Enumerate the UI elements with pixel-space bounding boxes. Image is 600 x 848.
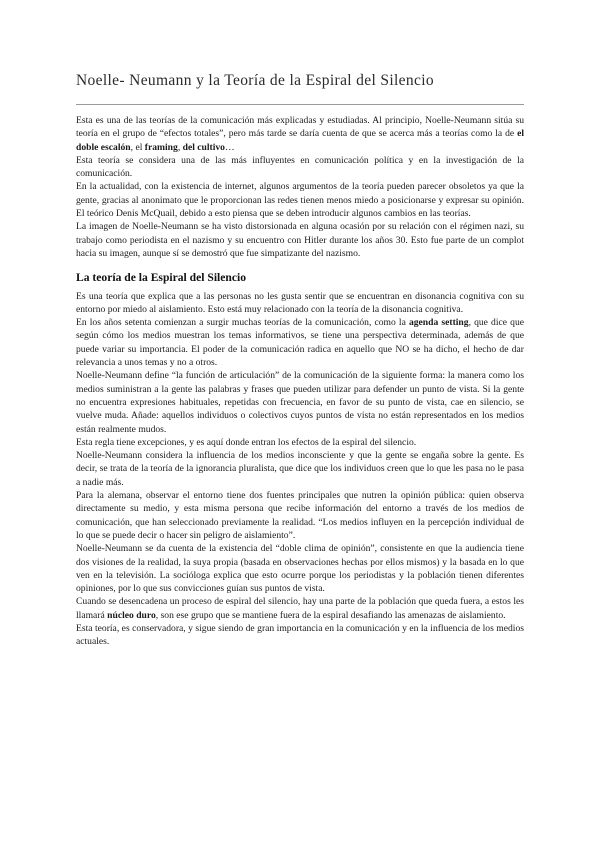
- bold-term: framing: [144, 141, 178, 153]
- text-run: , que dice que según cómo los medios muestran los temas informativos, se tiene una perspectiva determinada, además de que puede variar su importancia. El poder de la comunicación radica en aquello que NO se ha dicho, el hecho de dar relevancia a unos temas y no a otros.: [76, 317, 524, 369]
- section-heading: La teoría de la Espiral del Silencio: [76, 271, 247, 285]
- intro-paragraph-3: En la actualidad, con la existencia de internet, algunos argumentos de la teoría pueden parecer obsoletos ya que la gente, gracias al anonimato que le proporcionan las redes tienen menos miedo a posicionarse y expresar su opinión. El teórico Denis McQuail, debido a esto piensa que se deben introducir algunos cambios en las teorías.: [76, 181, 524, 220]
- document-body: [76, 114, 524, 649]
- bold-term: del cultivo: [182, 141, 225, 153]
- section-paragraph-3: Noelle-Neumann define “la función de articulación” de la comunicación de la siguiente forma: la manera como los medios suministran a la gente las palabras y frases que pueden utilizar para defender un punto de vista. Si la gente no encuentra expresiones habituales, repetidas con frecuencia, en favor de su punto de vista, cae en silencio, se vuelve muda. Añade: aquellos individuos o colectivos cuyos puntos de vista no están representados en los medios están realmente mudos.: [76, 370, 524, 435]
- section-paragraph-5: Noelle-Neumann considera la influencia de los medios inconsciente y que la gente se engaña sobre la gente. Es decir, se trata de la teoría de la ignorancia pluralista, que dice que los individuos creen que lo que les pasa no le pasa a nadie más.: [76, 450, 524, 488]
- text-run: ,: [177, 141, 183, 153]
- text-run: Cuando se desencadena un proceso de espiral del silencio, hay una parte de la población que queda fuera, a estos les llamará: [76, 596, 524, 621]
- section-paragraph-4: Esta regla tiene excepciones, y es aquí donde entran los efectos de la espiral del silencio.: [76, 436, 417, 448]
- title-divider: [76, 104, 524, 105]
- bold-term: el doble escalón: [76, 128, 524, 153]
- text-run: En los años setenta comienzan a surgir muchas teorías de la comunicación, como la: [76, 317, 409, 329]
- intro-paragraph-2: Esta teoría se considera una de las más influyentes en comunicación política y en la investigación de la comunicación.: [76, 154, 524, 180]
- text-run: …: [224, 141, 235, 153]
- text-run: Esta es una de las teorías de la comunicación más explicadas y estudiadas. Al principio, Noelle-Neumann sitúa su teoría en el grupo de “efectos totales”, pero más tarde se daría cuenta de que se acerca más a teorías como la de: [76, 115, 524, 140]
- bold-term: agenda setting: [408, 317, 469, 329]
- document-title: Noelle- Neumann y la Teoría de la Espiral del Silencio: [76, 72, 434, 89]
- section-paragraph-1: Es una teoría que explica que a las personas no les gusta sentir que se encuentran en disonancia cognitiva con su entorno por miedo al aislamiento. Esto está muy relacionado con la teoría de la disonancia cognitiva.: [76, 290, 524, 315]
- section-paragraph-7: Noelle-Neumann se da cuenta de la existencia del “doble clima de opinión”, consistente en que la audiencia tiene dos visiones de la realidad, la suya propia (basada en observaciones hechas por ellos mismos) y la basada en lo que ven en la televisión. La socióloga explica que esto ocurre porque los periodistas y la población tienen diferentes opiniones, por lo que sus convicciones guían sus puntos de vista.: [76, 543, 524, 595]
- text-run: , son ese grupo que se mantiene fuera de la espiral desafiando las amenazas de aislamiento.: [155, 609, 506, 621]
- section-paragraph-8: [76, 595, 524, 622]
- intro-paragraph-1: [76, 114, 524, 154]
- bold-term: núcleo duro: [107, 609, 156, 621]
- intro-paragraph-4: La imagen de Noelle-Neumann se ha visto distorsionada en alguna ocasión por su relación con el régimen nazi, su trabajo como periodista en el nazismo y su encuentro con Hitler durante los años 30. Esto fue parte de un complot hacia su imagen, aunque sí se demostró que fue simpatizante del nazismo.: [76, 221, 524, 259]
- section-paragraph-6: Para la alemana, observar el entorno tiene dos fuentes principales que nutren la opinión pública: quien observa directamente su medio, y esta misma persona que recibe información del entorno a través de los medios de comunicación, que han seleccionado previamente la realidad. “Los medios influyen en la percepción individual de lo que se puede decir o hacer sin peligro de aislamiento”.: [76, 490, 524, 541]
- section-paragraph-9: Esta teoría, es conservadora, y sigue siendo de gran importancia en la comunicación y en la influencia de los medios actuales.: [76, 622, 524, 648]
- section-paragraph-2: [76, 316, 524, 369]
- text-run: , el: [130, 141, 145, 153]
